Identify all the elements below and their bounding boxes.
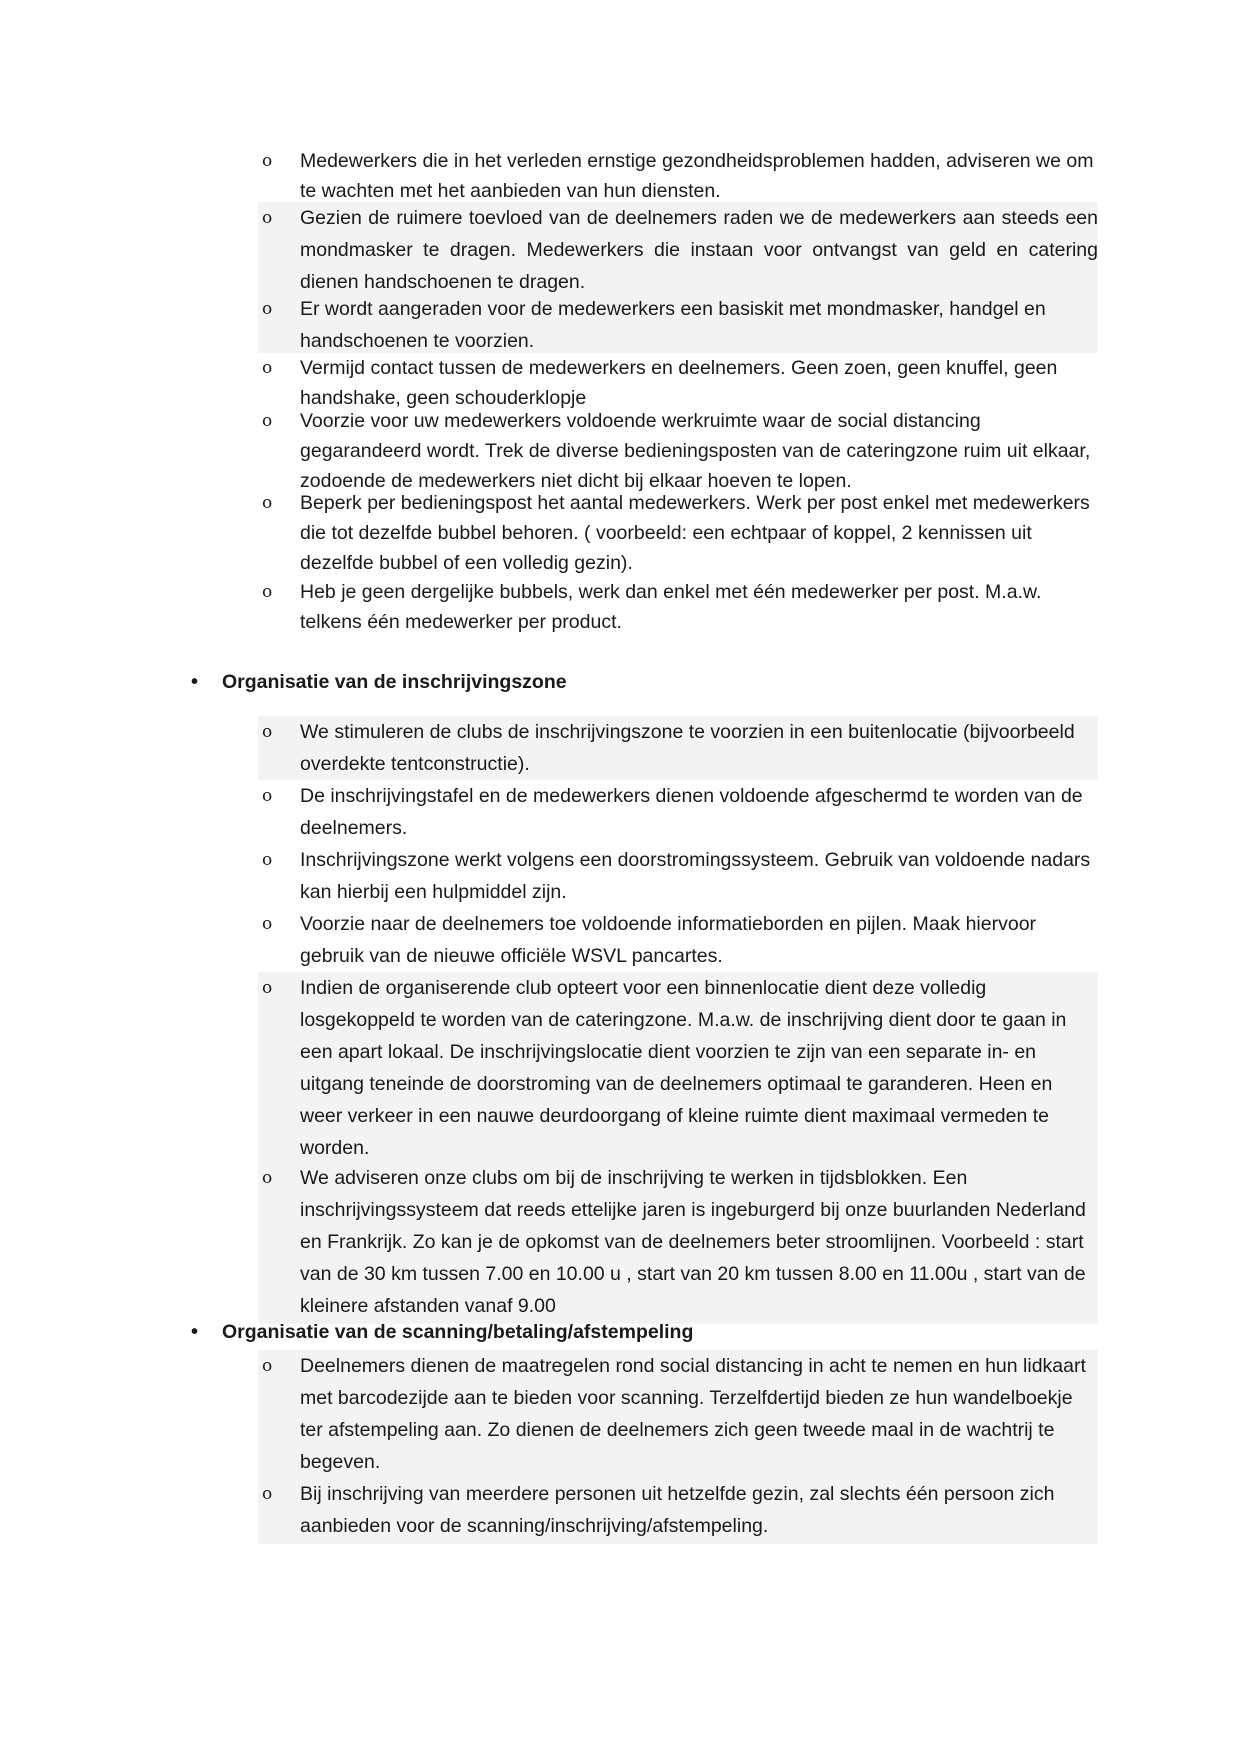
section-inschrijvingszone: [0, 667, 1240, 697]
bullet-icon: •: [190, 671, 198, 693]
list-item: [258, 780, 1098, 844]
list-item-text: Er wordt aangeraden voor de medewerkers een basiskit met mondmasker, handgel en handschoenen te voorzien.: [300, 298, 1046, 352]
list-item: [258, 293, 1098, 353]
circle-bullet-icon: o: [262, 722, 273, 742]
list-item: [258, 972, 1098, 1162]
list-item: [258, 716, 1098, 780]
section-title: Organisatie van de scanning/betaling/afstempeling: [222, 1321, 694, 1343]
circle-bullet-icon: o: [262, 978, 273, 998]
list-item: [258, 1478, 1098, 1544]
list-item-text: Medewerkers die in het verleden ernstige gezondheidsproblemen hadden, adviseren we om te wachten met het aanbieden van hun diensten.: [300, 150, 1094, 202]
circle-bullet-icon: o: [262, 151, 273, 171]
circle-bullet-icon: o: [262, 582, 273, 602]
circle-bullet-icon: o: [262, 208, 273, 228]
section-heading: [0, 1316, 1240, 1348]
section-heading: [0, 667, 1240, 697]
list-item-text: Voorzie voor uw medewerkers voldoende werkruimte waar de social distancing gegarandeerd wordt. Trek de diverse bedieningsposten van de cateringzone ruim uit elkaar, zodoende de medewerkers niet dicht bij elkaar hoeven te lopen.: [300, 410, 1091, 492]
list-item: [258, 1350, 1098, 1478]
list-item: [258, 406, 1098, 492]
list-item-text: Deelnemers dienen de maatregelen rond social distancing in acht te nemen en hun lidkaart met barcodezijde aan te bieden voor scanning. Terzelfdertijd bieden ze hun wandelboekje ter afstempeling aan. Zo dienen de deelnemers zich geen tweede maal in de wachtrij te begeven.: [300, 1355, 1086, 1473]
list-item-text: Gezien de ruimere toevloed van de deelnemers raden we de medewerkers aan steeds een mondmasker te dragen. Medewerkers die instaan voor ontvangst van geld en catering dienen handschoenen te dragen.: [300, 207, 1098, 293]
sub-list-staff: [0, 146, 1240, 635]
list-item-text: Inschrijvingszone werkt volgens een doorstromingssysteem. Gebruik van voldoende nadars kan hierbij een hulpmiddel zijn.: [300, 849, 1091, 903]
circle-bullet-icon: o: [262, 493, 273, 513]
circle-bullet-icon: o: [262, 850, 273, 870]
list-item: [258, 577, 1098, 635]
circle-bullet-icon: o: [262, 1168, 273, 1188]
circle-bullet-icon: o: [262, 299, 273, 319]
list-item: [258, 353, 1098, 409]
list-item: [258, 1162, 1098, 1324]
list-item-text: We stimuleren de clubs de inschrijvingszone te voorzien in een buitenlocatie (bijvoorbeeld overdekte tentconstructie).: [300, 721, 1075, 775]
list-item: [258, 488, 1098, 577]
circle-bullet-icon: o: [262, 914, 273, 934]
list-item: [258, 908, 1098, 972]
list-item-text: Indien de organiserende club opteert voor een binnenlocatie dient deze volledig losgekoppeld te worden van de cateringzone. M.a.w. de inschrijving dient door te gaan in een apart lokaal. De inschrijvingslocatie dient voorzien te zijn van een separate in- en uitgang teneinde de doorstroming van de deelnemers optimaal te garanderen. Heen en weer verkeer in een nauwe deurdoorgang of kleine ruimte dient maximaal vermeden te worden.: [300, 977, 1067, 1159]
list-item-text: We adviseren onze clubs om bij de inschrijving te werken in tijdsblokken. Een inschrijvingssysteem dat reeds ettelijke jaren is ingeburgerd bij onze buurlanden Nederland en Frankrijk. Zo kan je de opkomst van de deelnemers beter stroomlijnen. Voorbeeld : start van de 30 km tussen 7.00 en 10.00 u , start van 20 km tussen 8.00 en 11.00u , start van de kleinere afstanden vanaf 9.00: [300, 1167, 1086, 1317]
circle-bullet-icon: o: [262, 411, 273, 431]
list-item: [258, 844, 1098, 908]
circle-bullet-icon: o: [262, 786, 273, 806]
sub-list-scanning: [0, 1350, 1240, 1544]
list-item: [258, 202, 1098, 293]
circle-bullet-icon: o: [262, 358, 273, 378]
sub-list-inschrijvingszone: [0, 716, 1240, 1324]
list-item-text: Beperk per bedieningspost het aantal medewerkers. Werk per post enkel met medewerkers die tot dezelfde bubbel behoren. ( voorbeeld: een echtpaar of koppel, 2 kennissen uit dezelfde bubbel of een volledig gezin).: [300, 492, 1090, 574]
bullet-icon: •: [190, 1321, 198, 1343]
circle-bullet-icon: o: [262, 1356, 273, 1376]
list-item: [258, 146, 1098, 202]
section-scanning: [0, 1316, 1240, 1348]
list-item-text: Voorzie naar de deelnemers toe voldoende informatieborden en pijlen. Maak hiervoor gebruik van de nieuwe officiële WSVL pancartes.: [300, 913, 1037, 967]
list-item-text: Heb je geen dergelijke bubbels, werk dan enkel met één medewerker per post. M.a.w. telkens één medewerker per product.: [300, 581, 1042, 633]
circle-bullet-icon: o: [262, 1484, 273, 1504]
list-item-text: De inschrijvingstafel en de medewerkers dienen voldoende afgeschermd te worden van de deelnemers.: [300, 785, 1083, 839]
section-title: Organisatie van de inschrijvingszone: [222, 671, 567, 693]
list-item-text: Vermijd contact tussen de medewerkers en deelnemers. Geen zoen, geen knuffel, geen handshake, geen schouderklopje: [300, 357, 1058, 409]
list-item-text: Bij inschrijving van meerdere personen uit hetzelfde gezin, zal slechts één persoon zich aanbieden voor de scanning/inschrijving/afstempeling.: [300, 1483, 1055, 1537]
